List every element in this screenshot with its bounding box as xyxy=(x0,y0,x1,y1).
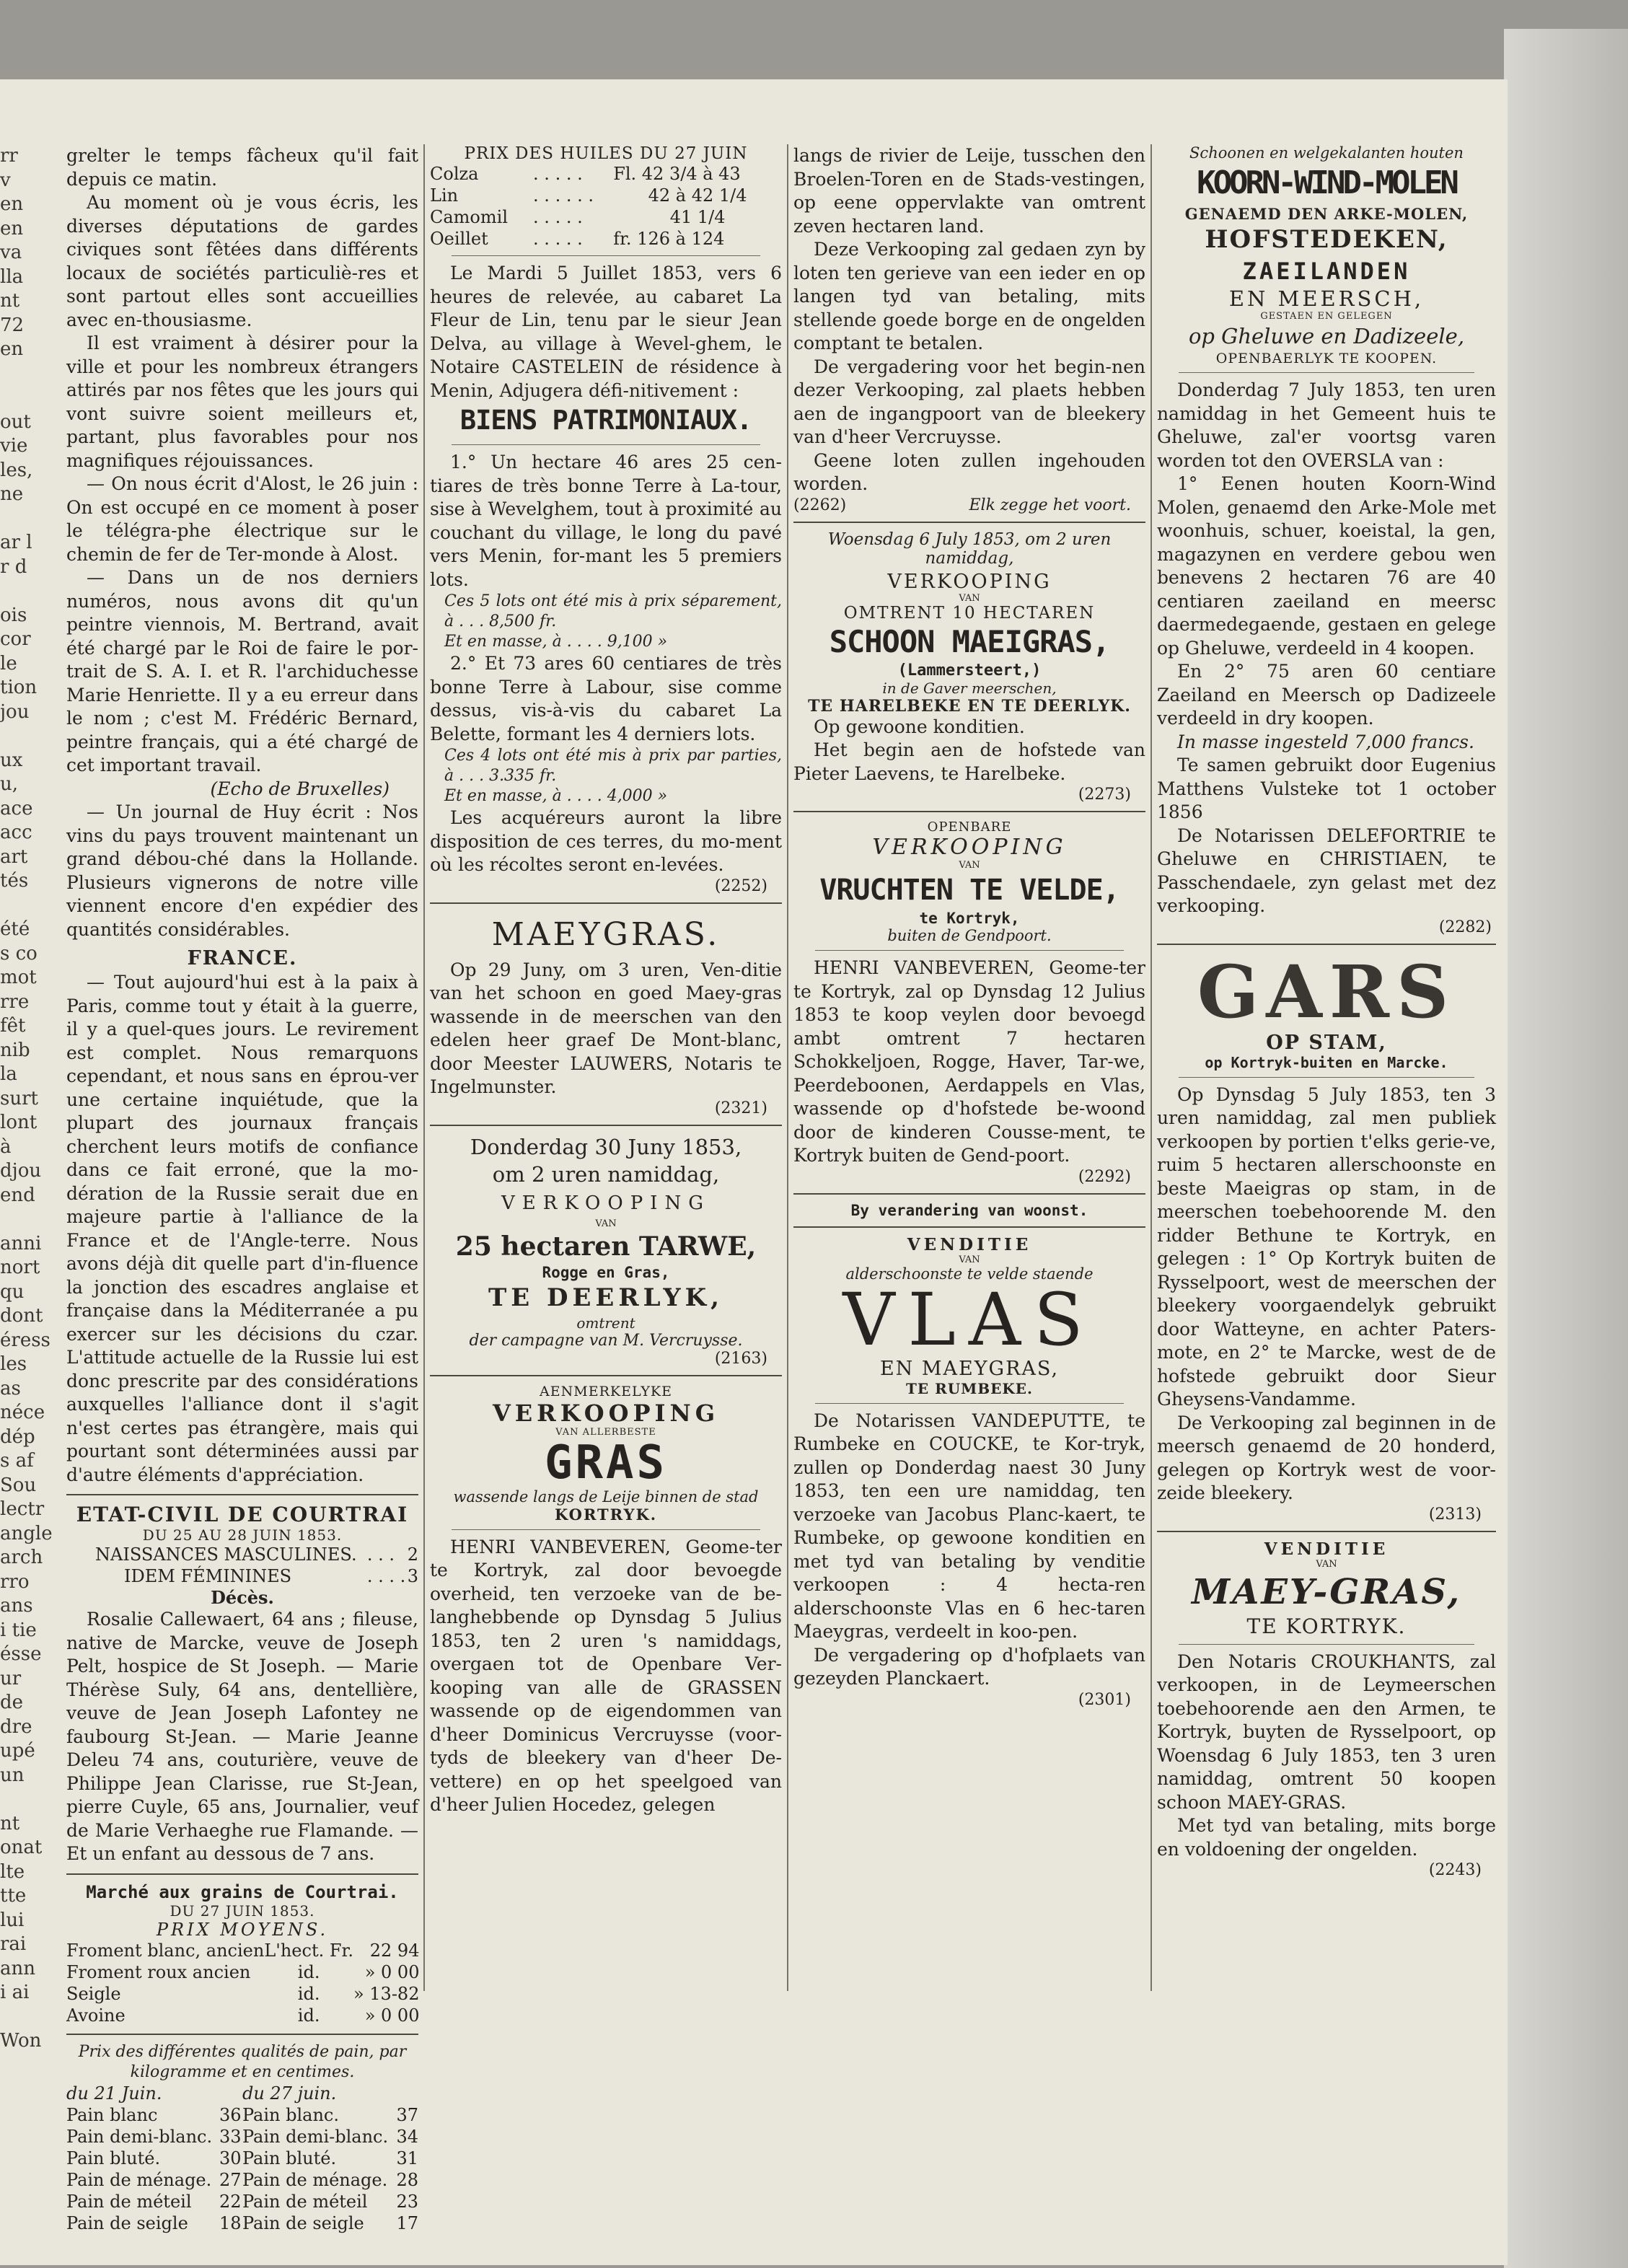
ad-text: Geene loten zullen ingehouden worden. xyxy=(793,449,1145,494)
grain-name: Froment blanc, ancien xyxy=(66,1940,265,1961)
ad-line: OPENBARE xyxy=(927,819,1012,835)
divider xyxy=(430,902,782,904)
divider xyxy=(66,1494,418,1495)
bread-price: 22 xyxy=(219,2191,242,2212)
ad-line: VAN xyxy=(959,1254,980,1265)
ad-line: EN MEERSCH, xyxy=(1228,286,1425,311)
prev-column-fragment: ésse xyxy=(0,1643,42,1665)
ad-ref: (2292) xyxy=(1078,1167,1131,1186)
market-table xyxy=(66,1940,419,2026)
prev-column-fragment: upé xyxy=(0,1740,35,1762)
ad-line: TE DEERLYK, xyxy=(488,1283,723,1312)
table-row xyxy=(66,1565,418,1587)
ad-line: (Lammersteert,) xyxy=(897,661,1042,680)
oil-name: Oeillet xyxy=(430,229,488,249)
divider xyxy=(815,950,1124,951)
prev-column-fragment: djou xyxy=(0,1160,42,1182)
bread-price: 17 xyxy=(396,2212,418,2233)
column-ads-3 xyxy=(793,144,1145,1991)
ad-line: OP STAM, xyxy=(1266,1031,1387,1054)
divider xyxy=(452,444,760,445)
bread-price: 34 xyxy=(396,2126,418,2147)
grain-name: Avoine xyxy=(66,2005,126,2026)
prev-column-fragment: les, xyxy=(0,459,33,481)
table-row xyxy=(66,2212,418,2234)
ad-title-biens: BIENS PATRIMONIAUX. xyxy=(459,405,752,436)
oil-dots: . . . . . xyxy=(533,207,583,227)
prev-column-fragment xyxy=(0,1208,59,1232)
news-paragraph: — Dans un de nos derniers numéros, nous avons dit qu'un peintre viennois, M. Bertrand, avait été chargé par le Roi de faire le por-trait de S. A. I. et R. l'archiduchesse Marie Henriette. Il y a eu erreur dans le nom ; c'est M. Frédéric Bernard, peintre français, qui a été chargé de cet important travail. xyxy=(66,567,418,775)
divider xyxy=(1157,944,1496,945)
oil-price: 41 1/4 xyxy=(669,207,726,227)
prev-column-fragment: tte xyxy=(0,1885,27,1907)
prev-column-fragment xyxy=(0,2005,59,2030)
ad-line: Donderdag 30 Juny 1853, xyxy=(470,1134,742,1159)
newspaper-sheet xyxy=(66,144,1498,2233)
prev-column-fragment: éress xyxy=(0,1329,50,1351)
prev-column-fragment: s co xyxy=(0,942,38,964)
prev-column-fragment xyxy=(0,386,59,410)
bread-price: 33 xyxy=(219,2126,242,2147)
prev-column-fragment: dre xyxy=(0,1715,32,1738)
prev-column-fragment: fêt xyxy=(0,1015,26,1037)
prev-column-fragment: i ai xyxy=(0,1982,30,2003)
oil-name: Lin xyxy=(430,185,459,206)
ad-text: Le Mardi 5 Juillet 1853, vers 6 heures de relevée, au cabaret La Fleur de Lin, tenu par le sieur Jean Delva, au village à Wevel-ghem, le Notaire CASTELEIN de résidence à Menin, Adjugera défi-nitivement : xyxy=(430,263,782,401)
prev-column-fragment: nib xyxy=(0,1039,30,1061)
ad-ref: (2313) xyxy=(1428,1505,1482,1524)
table-row xyxy=(66,2126,418,2148)
deces-heading: Décès. xyxy=(211,1587,274,1608)
prev-column-fragment xyxy=(0,507,59,532)
column-rule xyxy=(1150,144,1152,1991)
births-count: 3 xyxy=(407,1566,418,1586)
prev-column-fragment: arch xyxy=(0,1547,43,1568)
oil-name: Camomil xyxy=(430,207,508,227)
ad-line: TE KORTRYK. xyxy=(1246,1614,1407,1638)
ad-line: GENAEMD DEN ARKE-MOLEN, xyxy=(1184,205,1469,223)
divider xyxy=(793,811,1145,812)
prev-column-fragment: va xyxy=(0,242,22,263)
prev-column-fragment: nt xyxy=(0,290,20,312)
ad-line: VAN xyxy=(1316,1558,1337,1570)
divider xyxy=(430,1375,782,1376)
bread-price: 36 xyxy=(219,2104,242,2125)
ad-note: Et en masse, à . . . . 9,100 » xyxy=(444,633,668,651)
ad-line: EN MAEYGRAS, xyxy=(879,1357,1060,1380)
ad-line: OPENBAERLYK TE KOOPEN. xyxy=(1215,351,1438,366)
market-subheading: PRIX MOYENS. xyxy=(156,1919,329,1940)
ad-line: VENDITIE xyxy=(1264,1539,1389,1559)
ad-text: Op gewoone konditien. xyxy=(814,716,1025,737)
prev-column-fragment: lui xyxy=(0,1909,25,1931)
ad-text: De vergadering op d'hofplaets van gezeyden Planckaert. xyxy=(793,1644,1145,1689)
ad-line: VERKOOPING xyxy=(501,1192,710,1214)
births-dots: . . . . xyxy=(366,1566,406,1586)
ad-line: alderschoonste te velde staende xyxy=(845,1265,1094,1283)
prev-column-fragment: la xyxy=(0,1063,17,1085)
news-paragraph: Il est vraiment à désirer pour la ville et pour les nombreux étrangers attirés par nos fêtes que les jours qui vont suivre soient meilleurs et, partant, plus favorables pour nos magnifiques réjouissances. xyxy=(66,333,418,471)
grain-name: Seigle xyxy=(66,1983,121,2004)
news-paragraph: Au moment où je vous écris, les diverses députations de gardes civiques sont fêtées dans différents locaux de sociétés particuliè-res et sont partout elles sont accueillies avec en-thousiasme. xyxy=(66,192,418,330)
ad-line: KOORN-WIND-MOLEN xyxy=(1197,164,1456,201)
prev-column-fragment: surt xyxy=(0,1087,38,1109)
table-row xyxy=(66,1544,418,1565)
market-date: DU 27 JUIN 1853. xyxy=(170,1902,315,1920)
prev-column-fragment: dép xyxy=(0,1425,35,1448)
grain-unit: id. xyxy=(297,2005,320,2026)
table-row xyxy=(66,2005,419,2026)
prev-column-fragment: out xyxy=(0,410,31,433)
prev-column-fragment: rre xyxy=(0,990,30,1013)
prev-column-fragment: angle xyxy=(0,1522,53,1544)
ad-line: SCHOON MAEIGRAS, xyxy=(829,623,1110,659)
ad-text: De Notarissen VANDEPUTTE, te Rumbeke en COUCKE, te Kor-tryk, zullen op Donderdag naest 30 Juny 1853, ten een ure namiddag, ten verzoeke van Jacobus Planc-kaert, te Rumbeke, op gewoone konditien en met tyd van betaling by venditie verkoopen : 4 hecta-ren alderschoonste Vlas en 6 hec-taren Maeygras, verdeelt in koo-pen. xyxy=(793,1410,1145,1642)
oil-dots: . . . . . . xyxy=(533,185,594,206)
table-row xyxy=(66,2083,418,2104)
births-count: 2 xyxy=(407,1544,418,1565)
ad-line: omtrent xyxy=(576,1314,635,1332)
ad-line: VERKOOPING xyxy=(492,1399,720,1427)
ad-text: 2.° Et 73 ares 60 centiares de très bonne Terre à Labour, sise comme dessus, vis-à-vis du cabaret La Belette, formant les 4 derniers lots. xyxy=(430,653,782,744)
ad-ref: (2252) xyxy=(714,876,767,895)
ad-ref: (2262) xyxy=(793,496,847,514)
prev-column-fragment: as xyxy=(0,1377,21,1399)
prev-column-fragment: ace xyxy=(0,797,33,819)
prev-column-fragment: les xyxy=(0,1353,27,1375)
bread-price: 18 xyxy=(219,2212,242,2233)
prev-column-fragment: ann xyxy=(0,1957,35,1979)
prev-column-fragment xyxy=(0,579,59,604)
prev-column-fragment: acc xyxy=(0,822,32,843)
prev-column-fragment: ur xyxy=(0,1667,22,1689)
market-heading: Marché aux grains de Courtrai. xyxy=(86,1881,399,1902)
ad-text: Met tyd van betaling, mits borge en voldoening der ongelden. xyxy=(1157,1815,1496,1860)
ad-line: 25 hectaren TARWE, xyxy=(455,1231,757,1262)
section-heading-france: FRANCE. xyxy=(187,947,298,970)
prev-column-fragment: Won xyxy=(0,2030,42,2052)
ad-text: 1° Eenen houten Koorn-Wind Molen, genaemd den Arke-Mole met woonhuis, schuer, koeistal, la gen, magazynen en verdere gebou wen benevens 2 hectaren 76 are 40 centiaren zaeiland en meersc daermedegaende, gestaen en gelege op Gheluwe, verdeeld in 4 koopen. xyxy=(1157,473,1496,659)
bread-price: 37 xyxy=(396,2104,418,2125)
ad-ref: (2282) xyxy=(1438,918,1492,936)
ad-note: Ces 5 lots ont été mis à prix séparement, à . . . 8,500 fr. xyxy=(444,592,782,630)
ad-line: der campagne van M. Vercruysse. xyxy=(469,1331,743,1350)
prev-column-fragment: s af xyxy=(0,1450,34,1472)
bread-price: 30 xyxy=(219,2148,242,2168)
ad-text: En 2° 75 aren 60 centiare Zaeiland en Meersch op Dadizeele verdeeld in dry koopen. xyxy=(1157,661,1496,729)
bread-name: Pain de ménage. xyxy=(66,2169,212,2190)
divider xyxy=(66,2034,418,2035)
ad-line: buiten de Gendpoort. xyxy=(887,927,1052,944)
bread-name: Pain de seigle xyxy=(242,2212,364,2233)
ad-line: VLAS xyxy=(842,1277,1096,1362)
ad-line: in de Gaver meerschen, xyxy=(882,679,1057,697)
divider xyxy=(793,1193,1145,1195)
ad-line: HOFSTEDEKEN, xyxy=(1205,225,1448,254)
prev-column-fragment: qu xyxy=(0,1280,25,1303)
births-label: IDEM FÉMININES xyxy=(124,1566,292,1586)
bread-name: Pain demi-blanc. xyxy=(66,2126,213,2147)
divider xyxy=(1179,1644,1474,1645)
ad-title-maeygras: MAEYGRAS. xyxy=(491,915,721,953)
bread-price: 27 xyxy=(219,2169,242,2190)
ad-line: VAN xyxy=(595,1218,617,1229)
prev-column-fragment xyxy=(0,1788,59,1812)
news-paragraph: — Un journal de Huy écrit : Nos vins du pays trouvent maintenant un grand débou-ché dans la Hollande. Plusieurs vignerons de notre ville viennent encore d'en expédier des quantités considérables. xyxy=(66,801,418,940)
ad-text: In masse ingesteld 7,000 francs. xyxy=(1177,731,1474,752)
table-row xyxy=(66,1940,419,1961)
bread-name: Pain demi-blanc. xyxy=(242,2126,389,2147)
ad-line: VERKOOPING xyxy=(887,570,1052,593)
bread-name: Pain de seigle xyxy=(66,2212,188,2233)
prev-column-fragment: rr xyxy=(0,145,18,167)
ad-text: De Verkooping zal beginnen in de meersch genaemd de 20 honderd, gelegen op Kortryk west de voor-zeide bleekery. xyxy=(1157,1412,1496,1503)
bread-name: Pain bluté. xyxy=(66,2148,161,2168)
ad-text: HENRI VANBEVEREN, Geome-ter te Kortryk, zal op Dynsdag 12 Julius 1853 te koop veylen door bevoegd ambt omtrent 7 hectaren Schokkeljoen, Rogge, Haver, Tar-we, Peerdeboonen, Aerdappels en Vlas, wassende op d'hofstede be-woond door de kinderen Cousse-ment, te Kortryk buiten de Gend-poort. xyxy=(793,957,1145,1166)
bread-name: Pain blanc xyxy=(66,2104,158,2125)
table-row xyxy=(66,2148,418,2169)
ad-line: VERKOOPING xyxy=(872,835,1067,860)
etat-civil-heading: ETAT-CIVIL DE COURTRAI xyxy=(76,1503,409,1526)
prev-column-fragment: end xyxy=(0,1184,35,1206)
prev-column-fragment: en xyxy=(0,217,24,239)
prev-column-fragment: le xyxy=(0,652,17,674)
ad-text: Op Dynsdag 5 July 1853, ten 3 uren namiddag, zal men publiek verkoopen by portien t'elks gerie-ve, ruim 5 hectaren allerschoonste en beste Maeigras op stam, in de meerschen toebehoorende M. den ridder Bethune te Kortryk, en gelegen : 1° Op Kortryk buiten de Rysselpoort, west de meerschen der bleekery voorgaendelyk gebruikt door Watteyne, en achter Paters-mote, en 2° te Marcke, west de de hofstede gebruikt door Sieur Gheysens-Vandamme. xyxy=(1157,1084,1496,1410)
ad-text: HENRI VANBEVEREN, Geome-ter te Kortryk, zal door bevoegde overheid, ten verzoeke van de be-langhebbende op Dynsdag 5 Julius 1853, ten 2 uren 's namiddags, overgaen tot de Openbare Ver-kooping van alle de GRASSEN wassende op de eigendommen van d'heer Dominicus Vercruysse (voor-tyds de bleekery van d'heer De-vettere) en op het speelgoed van d'heer Julien Hocedez, gelegen xyxy=(430,1536,782,1815)
ad-ref: (2301) xyxy=(1078,1690,1131,1709)
table-row xyxy=(66,2104,418,2126)
bread-name: Pain de méteil xyxy=(66,2191,192,2212)
prev-column-fragment: été xyxy=(0,918,30,940)
ad-text: De vergadering voor het begin-nen dezer Verkooping, zal plaets hebben aen de ingangpoort van de bleekery van d'heer Vercruysse. xyxy=(793,356,1145,447)
ad-motto: Elk zegge het voort. xyxy=(969,496,1131,514)
ad-line: OMTRENT 10 HECTAREN xyxy=(843,603,1096,623)
deces-text: Rosalie Callewaert, 64 ans ; fileuse, native de Marcke, veuve de Joseph Pelt, hospice de St Joseph. — Marie Thérèse Suly, 64 ans, dentellière, veuve de Jean Joseph Lafontey ne faubourg St-Jean. — Marie Jeanne Deleu 74 ans, couturière, veuve de Philippe Jean Clarisse, rue St-Jean, pierre Cuyle, 65 ans, Journalier, veuf de Marie Verhaeghe rue Flamande. — Et un enfant au dessous de 7 ans. xyxy=(66,1609,418,1864)
ad-text: Deze Verkooping zal gedaen zyn by loten ten gerieve van een ieder en op langen tyd van betaling, mits stellende goede borge en de ongelden comptant te betalen. xyxy=(793,239,1145,353)
ad-text: Te samen gebruikt door Eugenius Matthens Vulsteke tot 1 october 1856 xyxy=(1157,755,1496,822)
grain-unit: id. xyxy=(297,1961,320,1982)
ad-line: VAN ALLERBESTE xyxy=(555,1426,656,1438)
bread-table xyxy=(66,2083,418,2234)
ad-note: Et en masse, à . . . . 4,000 » xyxy=(444,787,668,805)
prev-column-fragment: lla xyxy=(0,265,24,288)
ad-ref: (2273) xyxy=(1078,786,1131,804)
divider xyxy=(1179,1077,1474,1078)
ad-line: ZAEILANDEN xyxy=(1242,258,1411,285)
ad-line: Schoonen en welgekalanten houten xyxy=(1189,144,1464,162)
prev-column-fragment: dont xyxy=(0,1305,43,1327)
table-row xyxy=(430,163,782,185)
ad-text: Op 29 Juny, om 3 uren, Ven-ditie van het schoon en goed Maey-gras wassende in de meerschen van den edelen heer graef De Mont-blanc, door Meester LAUWERS, Notaris te Ingelmunster. xyxy=(430,959,782,1097)
prev-column-fragment: un xyxy=(0,1764,25,1786)
ad-line: AENMERKELYKE xyxy=(540,1383,672,1399)
grain-name: Froment roux ancien xyxy=(66,1961,251,1982)
divider xyxy=(793,1226,1145,1228)
prev-column-fragment: art xyxy=(0,845,28,868)
prev-column-fragment: anni xyxy=(0,1232,42,1254)
divider xyxy=(452,255,760,256)
news-paragraph: grelter le temps fâcheux qu'il fait depuis ce matin. xyxy=(66,145,418,190)
bread-col-a-header: du 21 Juin. xyxy=(66,2083,162,2104)
etat-civil-dates: DU 25 AU 28 JUIN 1853. xyxy=(142,1526,343,1544)
grain-price: » 13-82 xyxy=(353,1983,420,2004)
ad-text: 1.° Un hectare 46 ares 25 cen-tiares de très bonne Terre à La-tour, sise à Wevelghem, tout à proximité au couchant du village, le long du pavé vers Menin, for-mant les 5 premiers lots. xyxy=(430,452,782,590)
oils-table xyxy=(430,163,782,250)
bread-col-b-header: du 27 juin. xyxy=(242,2083,337,2104)
ad-line: VENDITIE xyxy=(907,1234,1032,1254)
prev-column-fragment: onat xyxy=(0,1837,43,1858)
prev-column-fragment: rai xyxy=(0,1933,27,1955)
news-source: (Echo de Bruxelles) xyxy=(210,778,390,799)
oil-price: 42 à 42 1/4 xyxy=(648,185,747,206)
prev-column-fragment: lte xyxy=(0,1860,25,1883)
divider xyxy=(452,1529,760,1530)
prev-column-fragment: jou xyxy=(0,700,30,723)
bread-price: 31 xyxy=(396,2148,418,2168)
ad-footer xyxy=(793,496,1145,514)
oil-dots: . . . . . xyxy=(533,164,583,184)
divider xyxy=(793,522,1145,523)
ad-line: TE RUMBEKE. xyxy=(905,1379,1034,1397)
ad-note: Ces 4 lots ont été mis à prix par parties, à . . . 3.335 fr. xyxy=(444,747,782,785)
ad-text: Den Notaris CROUKHANTS, zal verkoopen, in de Leymeerschen toebehoorende aen den Armen, te Kortryk, buyten de Rysselpoort, op Woensdag 6 July 1853, ten 3 uren namiddag, omtrent 50 koopen schoon MAEY-GRAS. xyxy=(1157,1651,1496,1813)
ad-line: GESTAEN EN GELEGEN xyxy=(1260,311,1393,322)
oil-price: Fl. 42 3/4 à 43 xyxy=(613,164,741,184)
table-row xyxy=(430,228,782,250)
divider xyxy=(1179,372,1474,373)
ad-text: Les acquéreurs auront la libre disposition de ces terres, du mo-ment où les récoltes seront en-levées. xyxy=(430,807,782,875)
oil-dots: . . . . . xyxy=(533,229,583,249)
ad-ref: (2163) xyxy=(714,1349,767,1368)
previous-page-column-edge xyxy=(0,144,59,2054)
births-label: NAISSANCES MASCULINES. xyxy=(95,1544,357,1565)
prev-column-fragment: de xyxy=(0,1692,24,1713)
prev-column-fragment: 72 xyxy=(0,314,25,336)
grain-price: » 0 00 xyxy=(364,1961,420,1982)
ad-line: KORTRYK. xyxy=(554,1505,658,1524)
prev-column-fragment: lont xyxy=(0,1112,38,1133)
prev-column-fragment: rro xyxy=(0,1570,30,1593)
ad-line: MAEY-GRAS, xyxy=(1191,1571,1462,1612)
prev-column-fragment: en xyxy=(0,193,24,215)
prev-column-fragment: mot xyxy=(0,967,37,988)
divider xyxy=(815,1403,1124,1404)
prev-column-fragment: ne xyxy=(0,483,24,505)
bread-price: 28 xyxy=(396,2169,418,2190)
prev-column-fragment: en xyxy=(0,338,24,360)
prev-column-fragment: Sou xyxy=(0,1474,37,1496)
ad-line: VAN xyxy=(959,592,980,604)
bread-name: Pain de méteil xyxy=(242,2191,368,2212)
ad-ref: (2243) xyxy=(1428,1861,1482,1879)
ad-line: om 2 uren namiddag, xyxy=(492,1161,720,1187)
ad-line: te Kortryk, xyxy=(919,910,1020,927)
grain-unit: id. xyxy=(297,1983,320,2004)
bread-name: Pain blanc. xyxy=(242,2104,339,2125)
ad-line: VRUCHTEN TE VELDE, xyxy=(819,874,1119,907)
oil-name: Colza xyxy=(430,164,479,184)
births-table xyxy=(66,1544,418,1587)
column-news xyxy=(66,144,420,2233)
prev-column-fragment: vie xyxy=(0,435,28,457)
prev-column-fragment: ux xyxy=(0,749,23,771)
ad-line: op Kortryk-buiten en Marcke. xyxy=(1205,1053,1448,1071)
prev-column-fragment xyxy=(0,362,59,387)
grain-price: » 0 00 xyxy=(364,2005,420,2026)
ad-line: op Gheluwe en Dadizeele, xyxy=(1188,324,1465,348)
column-ads-2 xyxy=(430,144,782,1991)
column-rule xyxy=(787,144,788,1991)
grain-price: 22 94 xyxy=(369,1940,420,1961)
page-edge xyxy=(1504,29,1628,2268)
prev-column-fragment: ar l xyxy=(0,532,32,553)
table-row xyxy=(66,2191,418,2212)
ad-text: langs de rivier de Leije, tusschen den Broelen-Toren en de Stads-vestingen, op eene oppervlakte van omtrent zeven hectaren land. xyxy=(793,145,1145,237)
ad-line: VAN xyxy=(959,860,980,871)
prev-column-fragment: ois xyxy=(0,604,27,626)
divider xyxy=(430,1125,782,1126)
prev-column-fragment xyxy=(0,724,59,749)
divider xyxy=(1157,1531,1496,1532)
prev-column-fragment: tion xyxy=(0,677,38,698)
news-paragraph: — On nous écrit d'Alost, le 26 juin : On est occupé en ce moment à poser le télégra-phe électrique sur le chemin de fer de Ter-monde à Alost. xyxy=(66,473,418,565)
oil-price: fr. 126 à 124 xyxy=(613,229,725,249)
ad-text: Donderdag 7 July 1853, ten uren namiddag in het Gemeent huis te Gheluwe, zal'er voortsg varen worden tot den OVERSLA van : xyxy=(1157,379,1496,471)
prev-column-fragment: néce xyxy=(0,1402,45,1423)
prev-column-fragment: nt xyxy=(0,1812,20,1834)
prev-column-fragment: i tie xyxy=(0,1619,37,1641)
prev-column-fragment: tés xyxy=(0,870,29,892)
bread-price: 23 xyxy=(396,2191,418,2212)
ad-line: Woensdag 6 July 1853, om 2 uren namiddag, xyxy=(827,529,1112,568)
ad-text: De Notarissen DELEFORTRIE te Gheluwe en CHRISTIAEN, te Passchendaele, zyn gelast met dez verkooping. xyxy=(1157,825,1496,916)
prev-column-fragment: à xyxy=(0,1135,12,1158)
ad-line: Rogge en Gras, xyxy=(542,1263,670,1281)
divider xyxy=(66,1873,418,1875)
prev-column-fragment: ans xyxy=(0,1595,33,1617)
ad-text: Het begin aen de hofstede van Pieter Laevens, te Harelbeke. xyxy=(793,739,1145,784)
ad-line: By verandering van woonst. xyxy=(850,1201,1088,1219)
prev-column-fragment: nort xyxy=(0,1257,40,1278)
column-ads-4 xyxy=(1157,144,1496,1991)
prev-column-fragment: cor xyxy=(0,628,31,650)
table-row xyxy=(66,2169,418,2191)
table-row xyxy=(66,1983,419,2005)
ad-line: TE HARELBEKE EN TE DEERLYK. xyxy=(808,696,1131,716)
ad-line: wassende langs de Leije binnen de stad xyxy=(453,1487,759,1506)
column-rule xyxy=(423,144,425,1991)
table-row xyxy=(66,1961,419,1983)
prev-column-fragment: r d xyxy=(0,555,27,578)
table-row xyxy=(430,206,782,228)
oils-heading: PRIX DES HUILES DU 27 JUIN xyxy=(464,144,748,163)
births-dots: . . . xyxy=(366,1544,395,1565)
table-row xyxy=(430,185,782,206)
news-paragraph: — Tout aujourd'hui est à la paix à Paris, comme tout y était à la guerre, il y a quel-ques jours. Le revirement est complet. Nous remarquons cependant, et nous sans en éprou-ver une certaine inquiétude, que la plupart des journaux français cherchent leurs motifs de confiance dans ce fait erroné, que la mo-dération de la Russie serait due en majeure partie à l'alliance de la France et de l'Angle-terre. Nous avons déjà dit quelle part d'in-fluence la jonction des escadres anglaise et française dans la Méditerranée a pu exercer sur les décisions du czar. L'attitude actuelle de la Russie lui est donc prescrite par des considérations auxquelles l'alliance dont il s'agit n'est certes pas étrangère, mais qui pourtant sont déterminées aussi par d'autre éléments d'appréciation. xyxy=(66,972,418,1485)
prev-column-fragment xyxy=(0,894,59,918)
prev-column-fragment: u, xyxy=(0,773,19,795)
bread-name: Pain bluté. xyxy=(242,2148,337,2168)
bread-heading: Prix des différentes qualités de pain, par kilogramme et en centimes. xyxy=(78,2042,407,2081)
ad-ref: (2321) xyxy=(714,1099,767,1117)
ad-line: GRAS xyxy=(544,1436,668,1490)
ad-line: GARS xyxy=(1197,949,1456,1034)
bread-name: Pain de ménage. xyxy=(242,2169,388,2190)
grain-unit: L'hect. Fr. xyxy=(264,1940,353,1961)
prev-column-fragment: v xyxy=(0,169,11,191)
prev-column-fragment: lectr xyxy=(0,1498,45,1520)
